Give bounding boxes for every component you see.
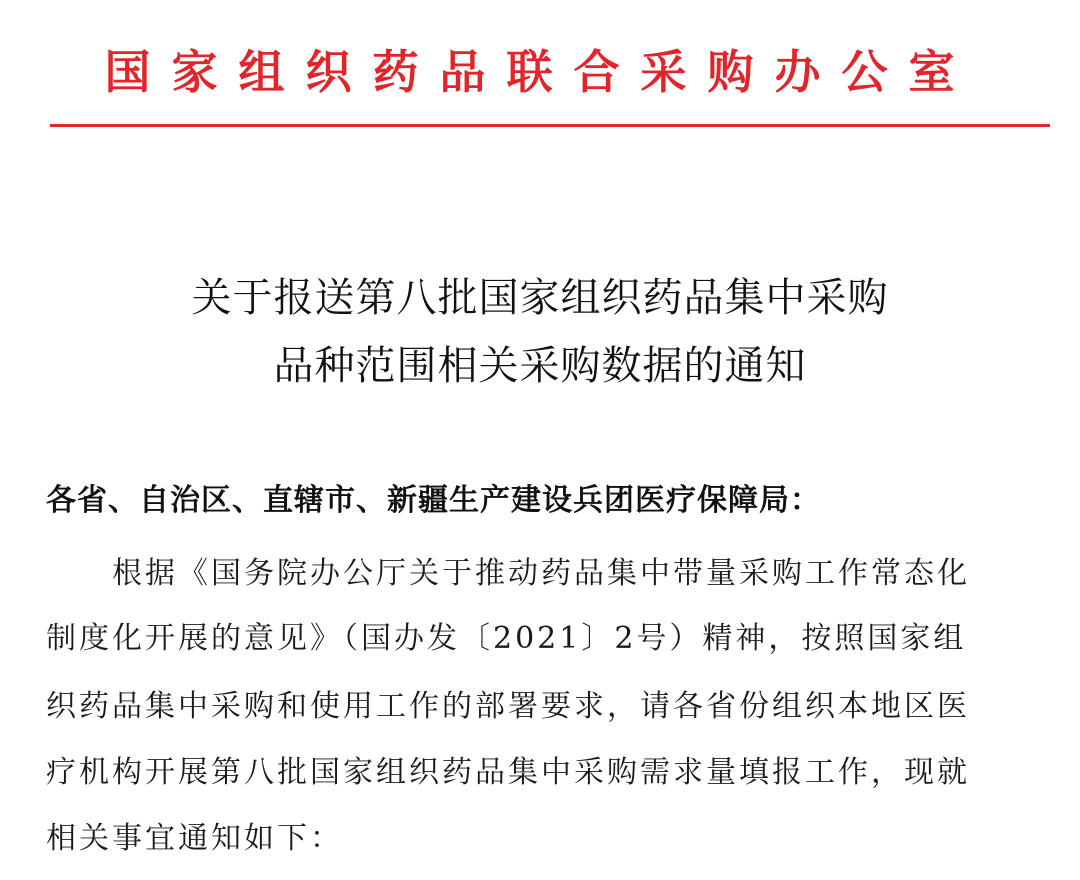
header-red-rule: [50, 124, 1050, 127]
salutation: 各省、自治区、直辖市、新疆生产建设兵团医疗保障局：: [46, 483, 821, 518]
body-paragraph-line: 制度化开展的意见》（国办发〔2021〕2号）精神，按照国家组: [46, 621, 967, 656]
body-paragraph-line: 根据《国务院办公厅关于推动药品集中带量采购工作常态化: [112, 556, 970, 591]
issuing-organization-title: 国家组织药品联合采购办公室: [104, 45, 976, 99]
document-title-line-1: 关于报送第八批国家组织药品集中采购: [191, 275, 889, 321]
body-paragraph-line: 疗机构开展第八批国家组织药品集中采购需求量填报工作，现就: [46, 755, 970, 790]
body-paragraph-line: 相关事宜通知如下：: [46, 821, 343, 856]
document-title-line-2: 品种范围相关采购数据的通知: [273, 343, 807, 389]
body-paragraph-line: 织药品集中采购和使用工作的部署要求，请各省份组织本地区医: [46, 689, 970, 724]
